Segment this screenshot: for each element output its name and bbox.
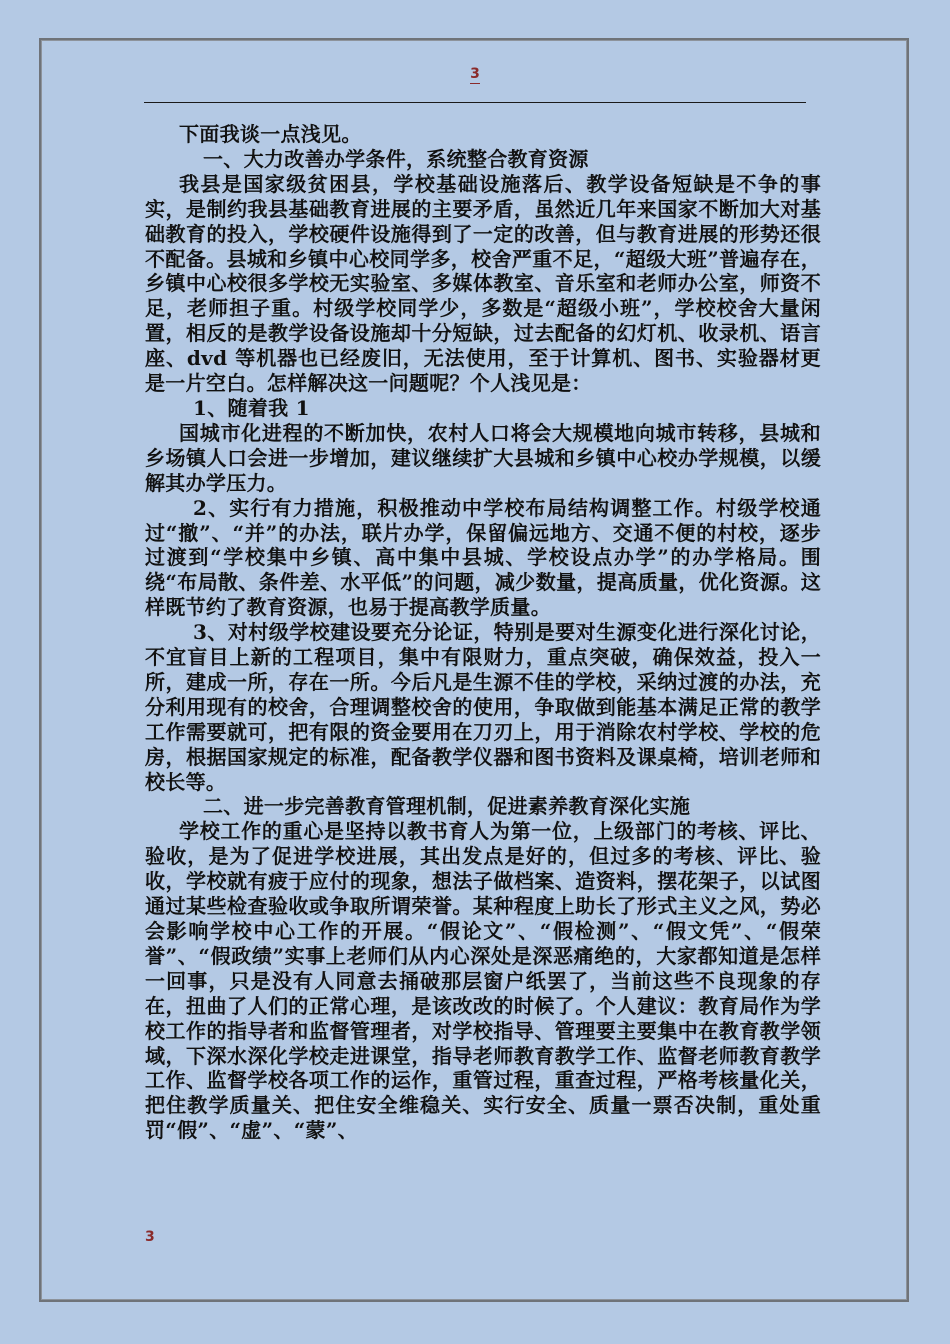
list-item-2: 2、实行有力措施，积极推动中学校布局结构调整工作。村级学校通过“撤”、“并”的办法，联片办学，保留偏远地方、交通不便的村校，逐步过渡到“学校集中乡镇、高中集中县城、学校设点办学”的办学格局。围绕“布局散、条件差、水平低”的问题，减少数量，提高质量，优化资源。这样既节约了教育资源，也易于提高教学质量。 bbox=[145, 495, 821, 620]
body-paragraph: 学校工作的重心是坚持以教书育人为第一位，上级部门的考核、评比、验收，是为了促进学校进展，其出发点是好的，但过多的考核、评比、验收，学校就有疲于应付的现象，想法子做档案、造资料，摆花架子，以试图通过某些检查验收或争取所谓荣誉。某种程度上助长了形式主义之风，势必会影响学校中心工作的开展。“假论文”、“假检测”、“假文凭”、“假荣誉”、“假政绩”实事上老师们从内心深处是深恶痛绝的，大家都知道是怎样一回事，只是没有人同意去捅破那层窗户纸罢了，当前这些不良现象的存在，扭曲了人们的正常心理，是该改改的时候了。个人建议：教育局作为学校工作的指导者和监督管理者，对学校指导、管理要主要集中在教育教学领域，下深水深化学校走进课堂，指导老师教育教学工作、监督老师教育教学工作、监督学校各项工作的运作，重管过程，重查过程，严格考核量化关，把住教学质量关、把住安全维稳关、实行安全、质量一票否决制，重处重罚“假”、“虚”、“蒙”、 bbox=[145, 819, 821, 1143]
footer-page-number: 3 bbox=[145, 1229, 155, 1245]
body-paragraph: 我县是国家级贫困县，学校基础设施落后、教学设备短缺是不争的事实，是制约我县基础教育进展的主要矛盾，虽然近几年来国家不断加大对基础教育的投入，学校硬件设施得到了一定的改善，但与教育进展的形势还很不配备。县城和乡镇中心校同学多，校舍严重不足，“超级大班”普遍存在，乡镇中心校很多学校无实验室、多媒体教室、音乐室和老师办公室，师资不足，老师担子重。村级学校同学少，多数是“超级小班”，学校校舍大量闲置，相反的是教学设备设施却十分短缺，过去配备的幻灯机、收录机、语言座、dvd 等机器也已经废旧，无法使用，至于计算机、图书、实验器材更是一片空白。怎样解决这一问题呢？个人浅见是： bbox=[145, 171, 821, 396]
body-paragraph: 国城市化进程的不断加快，农村人口将会大规模地向城市转移，县城和乡场镇人口会进一步增加，建议继续扩大县城和乡镇中心校办学规模，以缓解其办学压力。 bbox=[145, 420, 821, 495]
header-rule bbox=[144, 102, 806, 103]
list-item-3: 3、对村级学校建设要充分论证，特别是要对生源变化进行深化讨论，不宜盲目上新的工程项目，集中有限财力，重点突破，确保效益，投入一所，建成一所，存在一所。今后凡是生源不佳的学校，采纳过渡的办法，充分利用现有的校舍，合理调整校舍的使用，争取做到能基本满足正常的教学工作需要就可，把有限的资金要用在刀刃上，用于消除农村学校、学校的危房，根据国家规定的标准，配备教学仪器和图书资料及课桌椅，培训老师和校长等。 bbox=[145, 620, 821, 794]
intro-paragraph: 下面我谈一点浅见。 bbox=[179, 122, 362, 146]
header-page-number bbox=[0, 66, 950, 82]
document-body bbox=[145, 122, 821, 1143]
list-item-1-label: 1、随着我 1 bbox=[193, 395, 310, 420]
header-page-number-text: 3 bbox=[470, 66, 480, 82]
section-heading-2: 二、进一步完善教育管理机制，促进素养教育深化实施 bbox=[203, 794, 691, 819]
section-heading-1: 一、大力改善办学条件，系统整合教育资源 bbox=[203, 146, 589, 171]
